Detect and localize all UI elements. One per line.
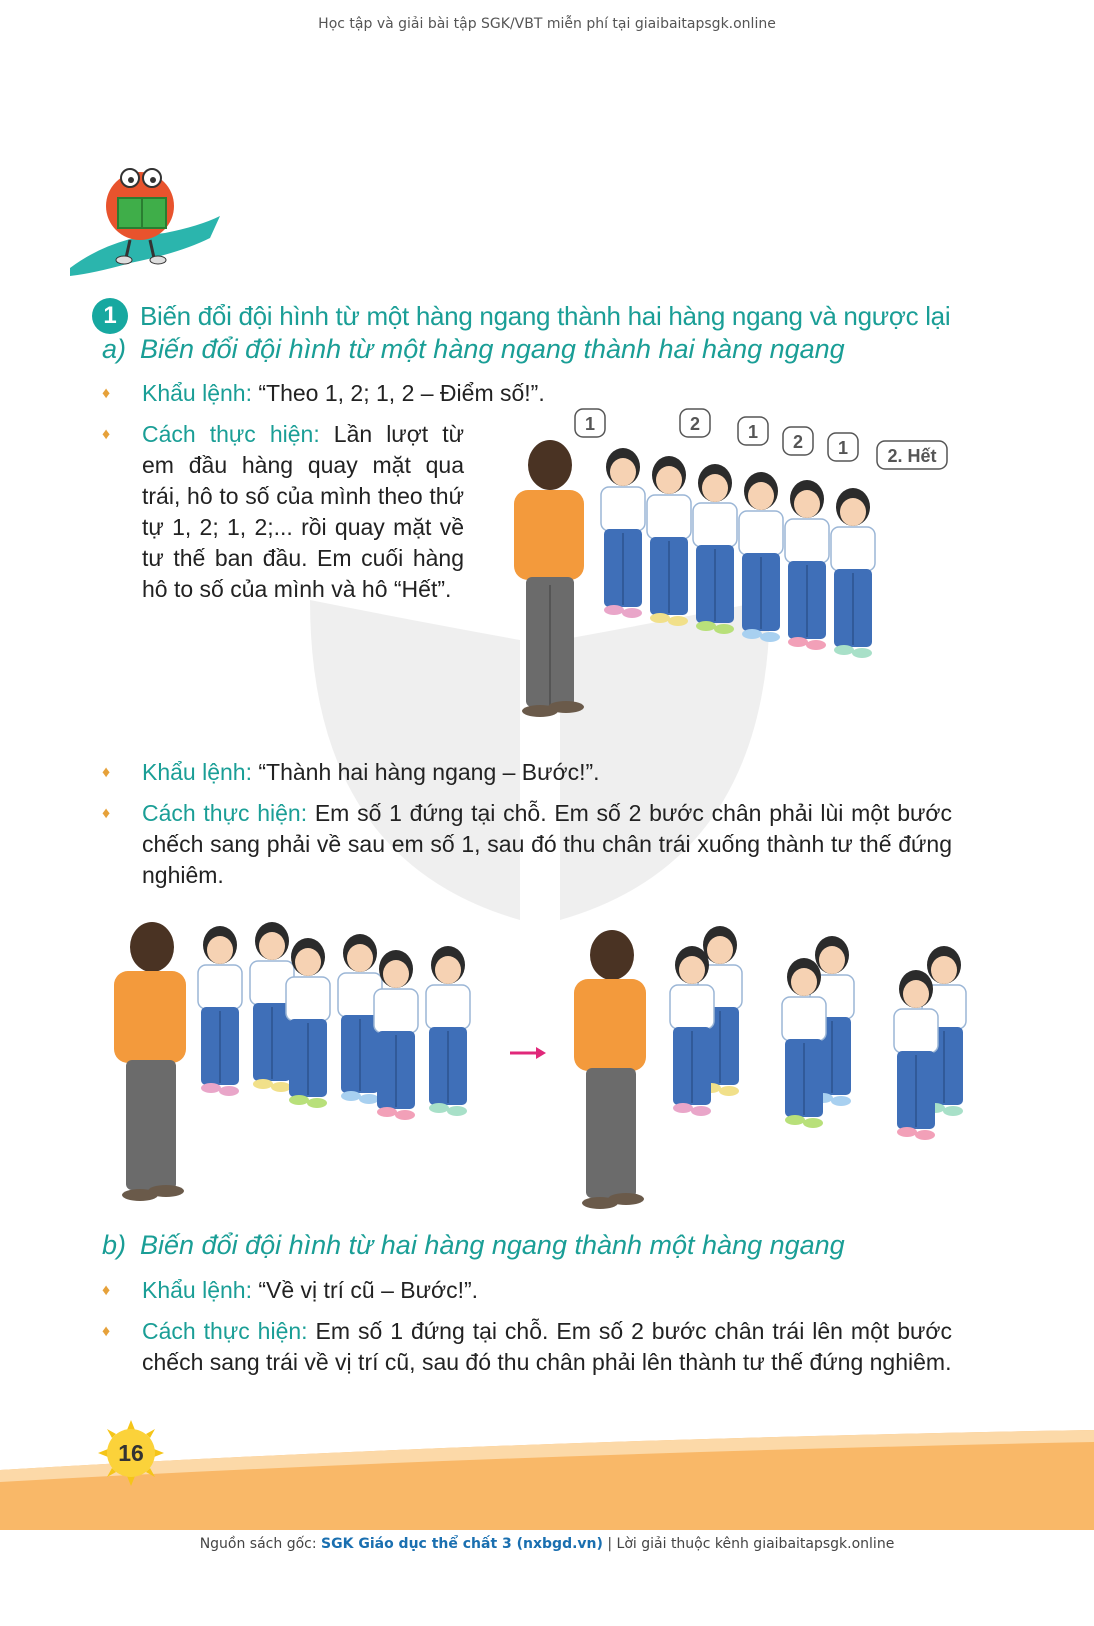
speech-bubble [828,433,858,461]
student-row [601,448,875,658]
subheading-b [102,1230,845,1261]
bullet-how-2 [102,798,952,891]
diamond-bullet-icon: ♦ [102,426,111,443]
source-footer-line [0,1536,1094,1552]
student-figure [670,946,714,1116]
subheading-b-title: Biến đổi đội hình từ hai hàng ngang thành một hàng ngang [140,1230,845,1260]
speech-bubble-text: 2 [792,432,804,452]
subheading-b-label: b) [102,1230,127,1260]
diamond-bullet-icon: ♦ [102,1323,111,1340]
student-figure [693,464,737,634]
student-figure [894,970,938,1140]
student-figure [739,472,783,642]
diamond-bullet-icon: ♦ [102,1282,111,1299]
teacher-figure-left [114,922,186,1201]
student-figure [374,950,418,1120]
figure-two-rows-transition [100,905,970,1215]
keyword-command: Khẩu lệnh: [142,759,252,785]
teacher-figure-right [574,930,646,1209]
student-figure [198,926,242,1096]
figure-one-row-counting [500,405,960,725]
how-text: Em số 1 đứng tại chỗ. Em số 2 bước chân phải lùi một bước chếch sang phải về sau em số 1, sau đó thu chân trái xuống thành tư thế đứng nghiêm. [142,800,952,888]
keyword-how: Cách thực hiện: [142,1318,308,1344]
speech-bubble-text: 1 [584,414,596,434]
student-figure [286,938,330,1108]
footer-prefix: Nguồn sách gốc: [199,1536,322,1552]
student-figure [601,448,645,618]
subheading-a [102,334,845,365]
bullet-how-1 [102,419,464,605]
keyword-how: Cách thực hiện: [142,800,308,826]
page-number-badge [98,1420,164,1486]
command-text: “Thành hai hàng ngang – Bước!”. [251,759,600,785]
student-figure [426,946,470,1116]
speech-bubble-text: 1 [747,422,759,442]
section-number-badge: 1 [92,298,128,334]
speech-bubble-text: 2. Hết [887,446,937,466]
speech-bubble [877,441,947,469]
command-text: “Về vị trí cũ – Bước!”. [251,1277,479,1303]
footer-source-link[interactable]: SGK Giáo dục thể chất 3 (nxbgd.vn) [321,1536,603,1552]
command-text: “Theo 1, 2; 1, 2 – Điểm số!”. [251,380,545,406]
diamond-bullet-icon: ♦ [102,385,111,402]
subheading-a-label: a) [102,334,127,364]
student-figure [782,958,826,1128]
keyword-command: Khẩu lệnh: [142,1277,252,1303]
speech-bubble [783,427,813,455]
diamond-bullet-icon: ♦ [102,764,111,781]
arrow-right-icon [510,1047,546,1059]
student-figure [647,456,691,626]
keyword-how: Cách thực hiện: [142,421,320,447]
student-rows-before [198,922,470,1120]
subheading-a-title: Biến đổi đội hình từ một hàng ngang thành hai hàng ngang [140,334,845,364]
diamond-bullet-icon: ♦ [102,805,111,822]
how-text: Em số 1 đứng tại chỗ. Em số 2 bước chân trái lên một bước chếch sang trái về vị trí cũ, sau đó thu chân phải lên thành tư thế đứng nghiêm. [142,1318,952,1375]
section-title: Biến đổi đội hình từ một hàng ngang thành hai hàng ngang và ngược lại [140,300,951,331]
keyword-command: Khẩu lệnh: [142,380,252,406]
mascot-reading-icon [70,158,230,283]
speech-bubble [738,417,768,445]
footer-wave-band [0,1430,1094,1530]
student-figure [785,480,829,650]
site-header-line: Học tập và giải bài tập SGK/VBT miễn phí tại giaibaitapsgk.online [318,16,776,32]
page-number: 16 [118,1439,144,1466]
teacher-figure [514,440,584,717]
bullet-command-2 [102,757,952,788]
section-heading [92,298,950,334]
student-rows-after [670,926,966,1140]
bullet-how-b [102,1316,952,1378]
speech-bubble [680,409,710,437]
how-text: Lần lượt từ em đầu hàng quay mặt qua trái, hô to số của mình theo thứ tự 1, 2; 1, 2;... rồi quay mặt về tư thế ban đầu. Em cuối hàng hô to số của mình và hô “Hết”. [142,421,464,602]
bullet-command-b [102,1275,952,1306]
speech-bubble-text: 2 [689,414,701,434]
student-figure [831,488,875,658]
speech-bubble [575,409,605,437]
footer-suffix: | Lời giải thuộc kênh giaibaitapsgk.online [602,1536,895,1552]
speech-bubble-text: 1 [837,438,849,458]
